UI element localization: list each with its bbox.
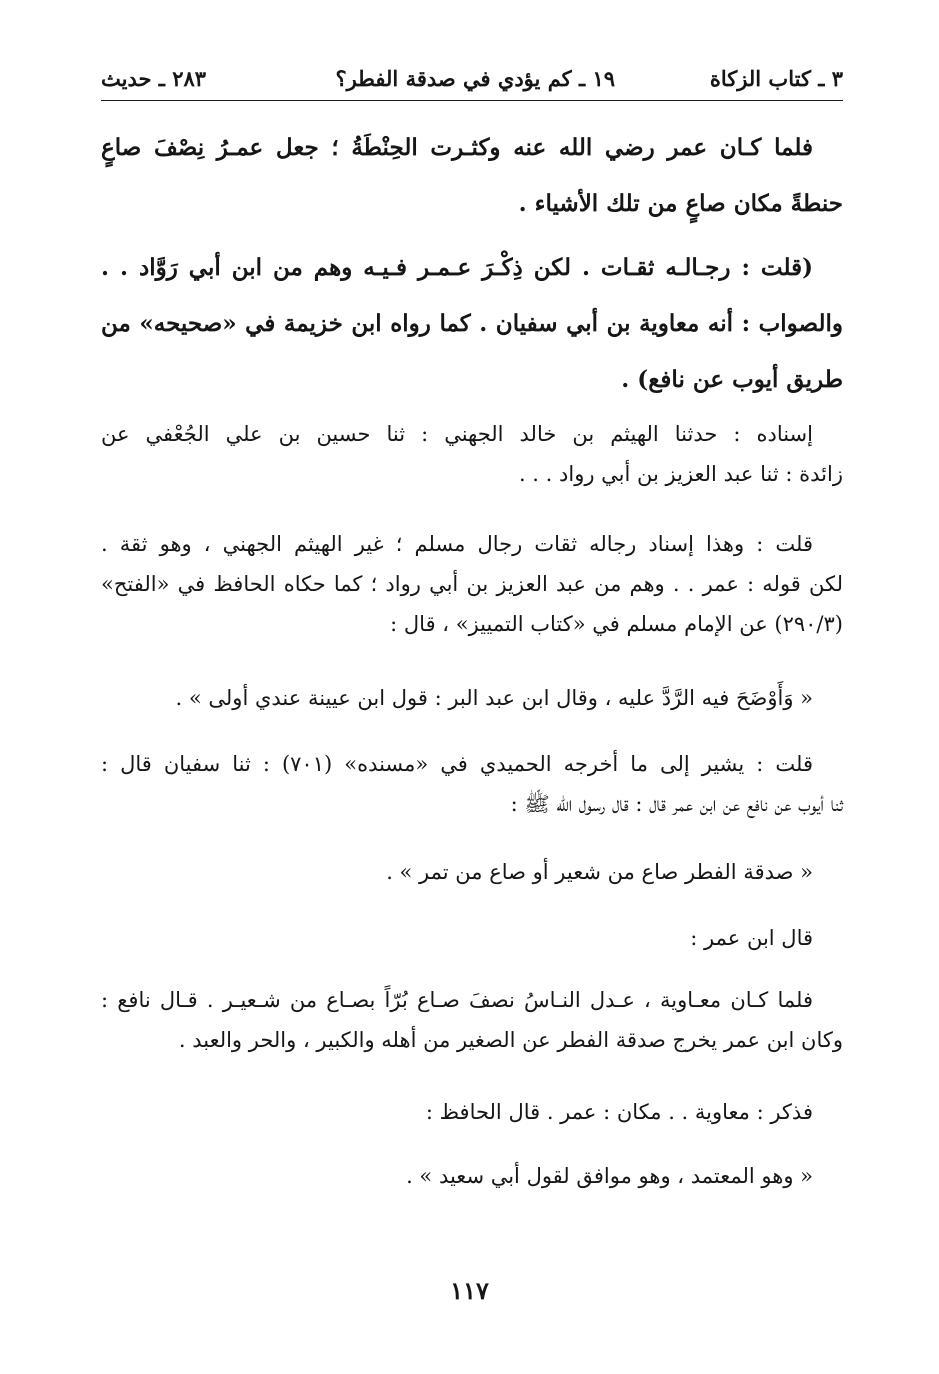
text-line: فلما كـان معـاوية ، عـدل النـاسُ نصفَ صـاع بُرّاً بصـاع من شـعيـر . قـال نافع : <box>101 988 813 1012</box>
text-line: زائدة : ثنا عبد العزيز بن أبي رواد . . . <box>518 462 843 486</box>
page-number: ١١٧ <box>450 1276 489 1305</box>
text-line: فلما كـان عمر رضي الله عنه وكثـرت الحِنْطَةُ ؛ جعل عمـرُ نِصْفَ صاعٍ <box>101 134 813 161</box>
commentary-paragraph <box>101 524 843 644</box>
text-line: (٢٩٠/٣) عن الإمام مسلم في «كتاب التمييز» ، قال : <box>390 612 843 636</box>
text-line: وكان ابن عمر يخرج صدقة الفطر عن الصغير من أهله والكبير ، والحر والعبد . <box>178 1028 843 1052</box>
text-line: « وهو المعتمد ، وهو موافق لقول أبي سعيد » . <box>406 1164 813 1188</box>
quotation-paragraph <box>101 852 843 892</box>
text-paragraph <box>101 1092 843 1132</box>
text-line: « وَأَوْضَحَ فيه الرَّدَّ عليه ، وقال ابن عبد البر : قول ابن عيينة عندي أولى » . <box>175 686 813 710</box>
header-section: ١٩ ـ كم يؤدي في صدقة الفطر؟ <box>335 66 615 91</box>
quotation-paragraph <box>101 1156 843 1196</box>
text-line: طريق أيوب عن نافع) . <box>621 366 843 393</box>
hadith-text-paragraph <box>101 120 843 232</box>
running-header <box>101 60 843 101</box>
text-line: فذكر : معاوية . . مكان : عمر . قال الحافظ : <box>425 1100 813 1124</box>
text-line: لكن قوله : عمر . . وهم من عبد العزيز بن أبي رواد ؛ كما حكاه الحافظ في «الفتح» <box>101 572 843 596</box>
text-line: قال ابن عمر : <box>690 926 813 950</box>
text-line: حنطةً مكان صاعٍ من تلك الأشياء . <box>518 190 843 217</box>
header-chapter: ٣ ـ كتاب الزكاة <box>709 66 843 91</box>
text-line: قلت : يشير إلى ما أخرجه الحميدي في «مسنده» (٧٠١) : ثنا سفيان قال : <box>101 752 813 776</box>
text-line: والصواب : أنه معاوية بن أبي سفيان . كما رواه ابن خزيمة في «صحيحه» من <box>101 310 843 337</box>
text-paragraph <box>101 980 843 1060</box>
text-line: إسناده : حدثنا الهيثم بن خالد الجهني : ثنا حسين بن علي الجُعْفي عن <box>101 422 813 446</box>
text-line: ثنا أيوب عن نافع عن ابن عمر قال : قال رسول الله ﷺ : <box>510 792 843 816</box>
text-paragraph <box>101 918 843 958</box>
text-line: (قلت : رجـالـه ثقـات . لكن ذِكْـرَ عـمـر فـيـه وهم من ابن أبي رَوَّاد . . <box>101 254 813 281</box>
text-line: « صدقة الفطر صاع من شعير أو صاع من تمر » . <box>386 860 813 884</box>
author-note-paragraph <box>101 240 843 408</box>
isnad-paragraph <box>101 414 843 494</box>
header-hadith-number: ٢٨٣ ـ حديث <box>101 66 207 91</box>
text-line: قلت : وهذا إسناد رجاله ثقات رجال مسلم ؛ غير الهيثم الجهني ، وهو ثقة . <box>101 532 813 556</box>
commentary-paragraph <box>101 744 843 824</box>
quotation-paragraph <box>101 678 843 718</box>
